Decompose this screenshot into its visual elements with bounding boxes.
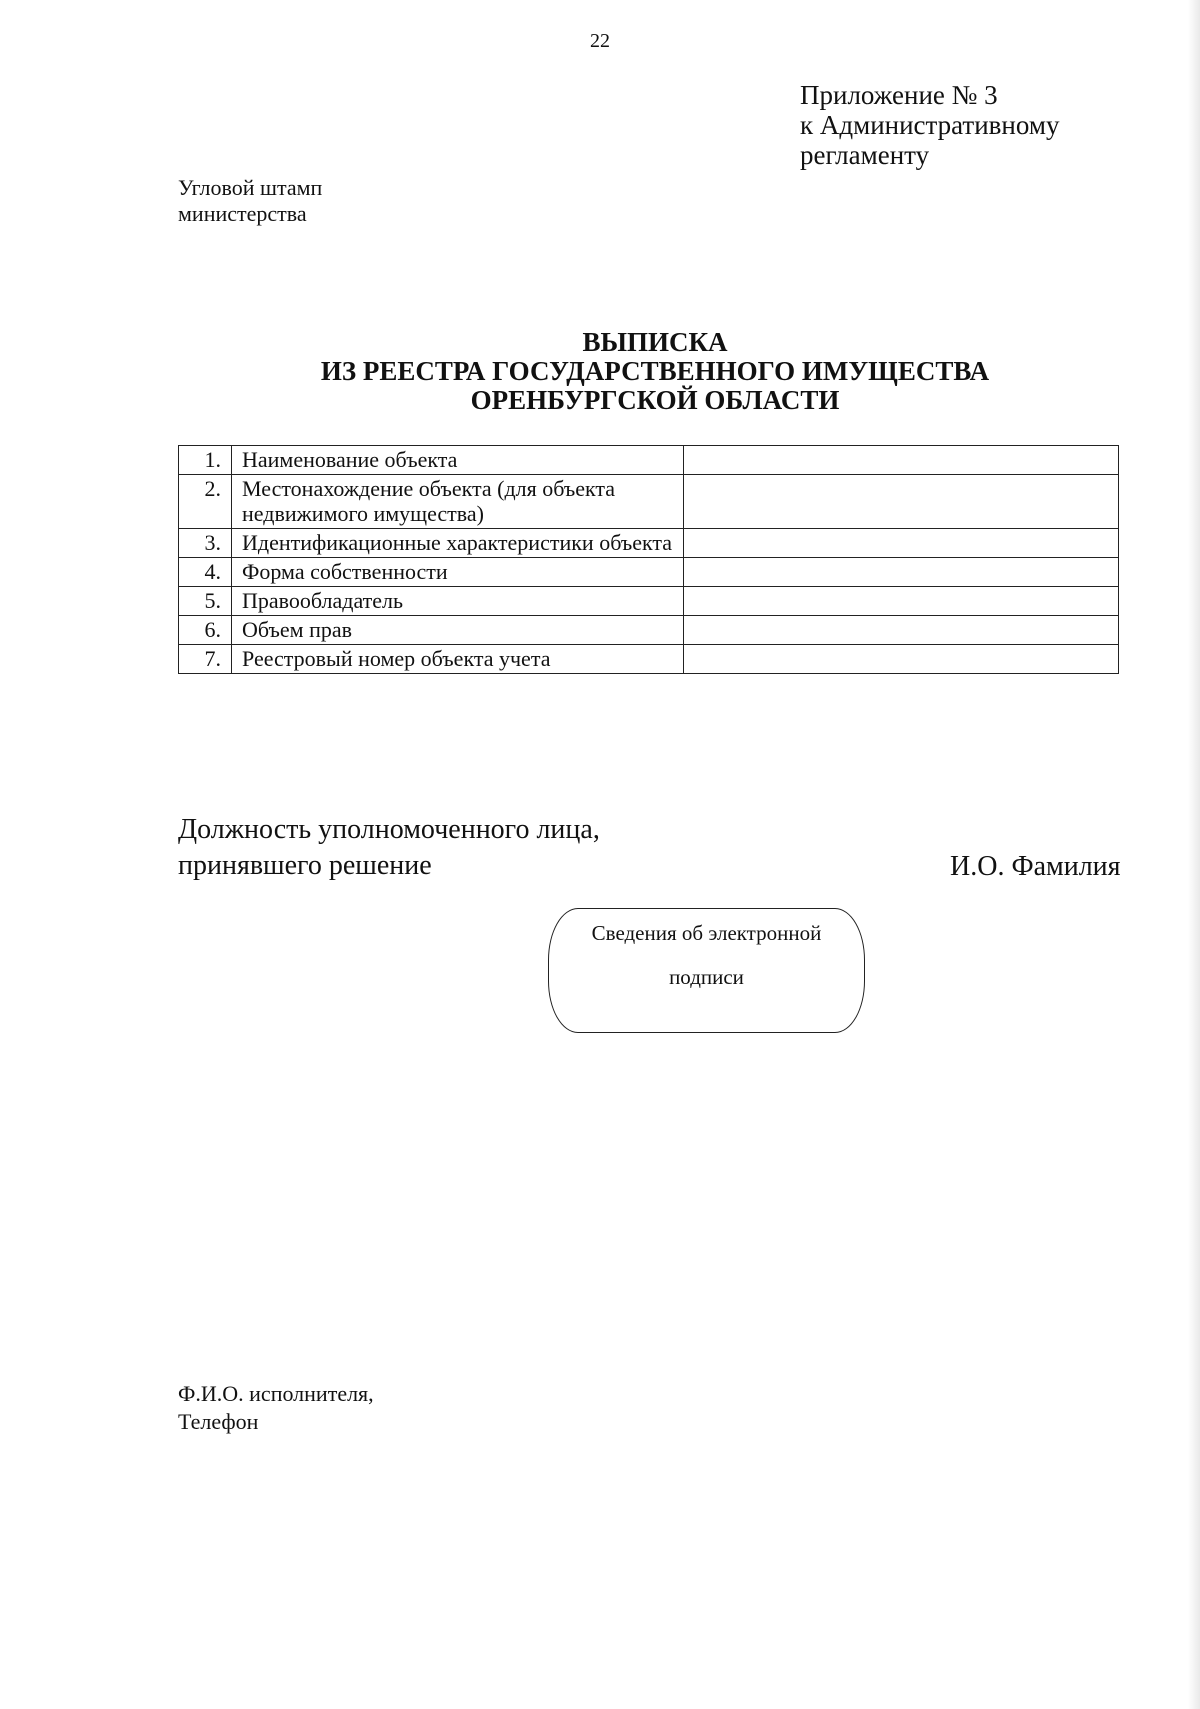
esign-line: подписи xyxy=(669,965,744,989)
executor-info xyxy=(178,1380,374,1436)
row-number: 2. xyxy=(179,475,232,529)
title-line: ОРЕНБУРГСКОЙ ОБЛАСТИ xyxy=(470,385,840,415)
official-position-line: Должность уполномоченного лица, xyxy=(178,814,600,845)
extract-table xyxy=(178,445,1119,674)
table-row xyxy=(179,616,1119,645)
corner-stamp-line: министерства xyxy=(178,201,307,226)
page-number: 22 xyxy=(590,30,610,52)
row-field-value xyxy=(684,587,1119,616)
title-line: ИЗ РЕЕСТРА ГОСУДАРСТВЕННОГО ИМУЩЕСТВА xyxy=(320,356,990,386)
title-line: ВЫПИСКА xyxy=(582,327,728,357)
official-position xyxy=(178,812,600,884)
row-field-value xyxy=(684,475,1119,529)
electronic-signature-box xyxy=(548,908,865,1033)
row-field-name: Правообладатель xyxy=(232,587,684,616)
esign-line: Сведения об электронной xyxy=(591,921,822,945)
table-row xyxy=(179,587,1119,616)
table-row xyxy=(179,645,1119,674)
row-field-name: Объем прав xyxy=(232,616,684,645)
row-number: 4. xyxy=(179,558,232,587)
executor-line: Ф.И.О. исполнителя, xyxy=(178,1381,374,1406)
executor-line: Телефон xyxy=(178,1409,259,1434)
row-number: 3. xyxy=(179,529,232,558)
row-field-name: Идентификационные характеристики объекта xyxy=(232,529,684,558)
row-field-value xyxy=(684,645,1119,674)
row-field-name: Местонахождение объекта (для объекта недвижимого имущества) xyxy=(232,475,684,529)
corner-stamp-label xyxy=(178,175,322,227)
row-field-name: Наименование объекта xyxy=(232,446,684,475)
scan-edge-shadow xyxy=(1188,0,1200,1709)
official-position-line: принявшего решение xyxy=(178,850,432,881)
row-number: 1. xyxy=(179,446,232,475)
row-number: 6. xyxy=(179,616,232,645)
appendix-heading xyxy=(800,80,1059,170)
table-row xyxy=(179,558,1119,587)
row-field-name: Реестровый номер объекта учета xyxy=(232,645,684,674)
row-number: 5. xyxy=(179,587,232,616)
document-title xyxy=(0,328,1200,415)
row-field-value xyxy=(684,616,1119,645)
row-field-value xyxy=(684,529,1119,558)
table-row xyxy=(179,529,1119,558)
table-row xyxy=(179,446,1119,475)
official-name: И.О. Фамилия xyxy=(950,851,1121,882)
row-field-value xyxy=(684,446,1119,475)
appendix-line: регламенту xyxy=(800,140,930,170)
row-field-value xyxy=(684,558,1119,587)
corner-stamp-line: Угловой штамп xyxy=(178,175,323,200)
row-number: 7. xyxy=(179,645,232,674)
table-row xyxy=(179,475,1119,529)
row-field-name: Форма собственности xyxy=(232,558,684,587)
appendix-line: к Административному xyxy=(800,110,1060,140)
appendix-line: Приложение № 3 xyxy=(800,80,998,110)
